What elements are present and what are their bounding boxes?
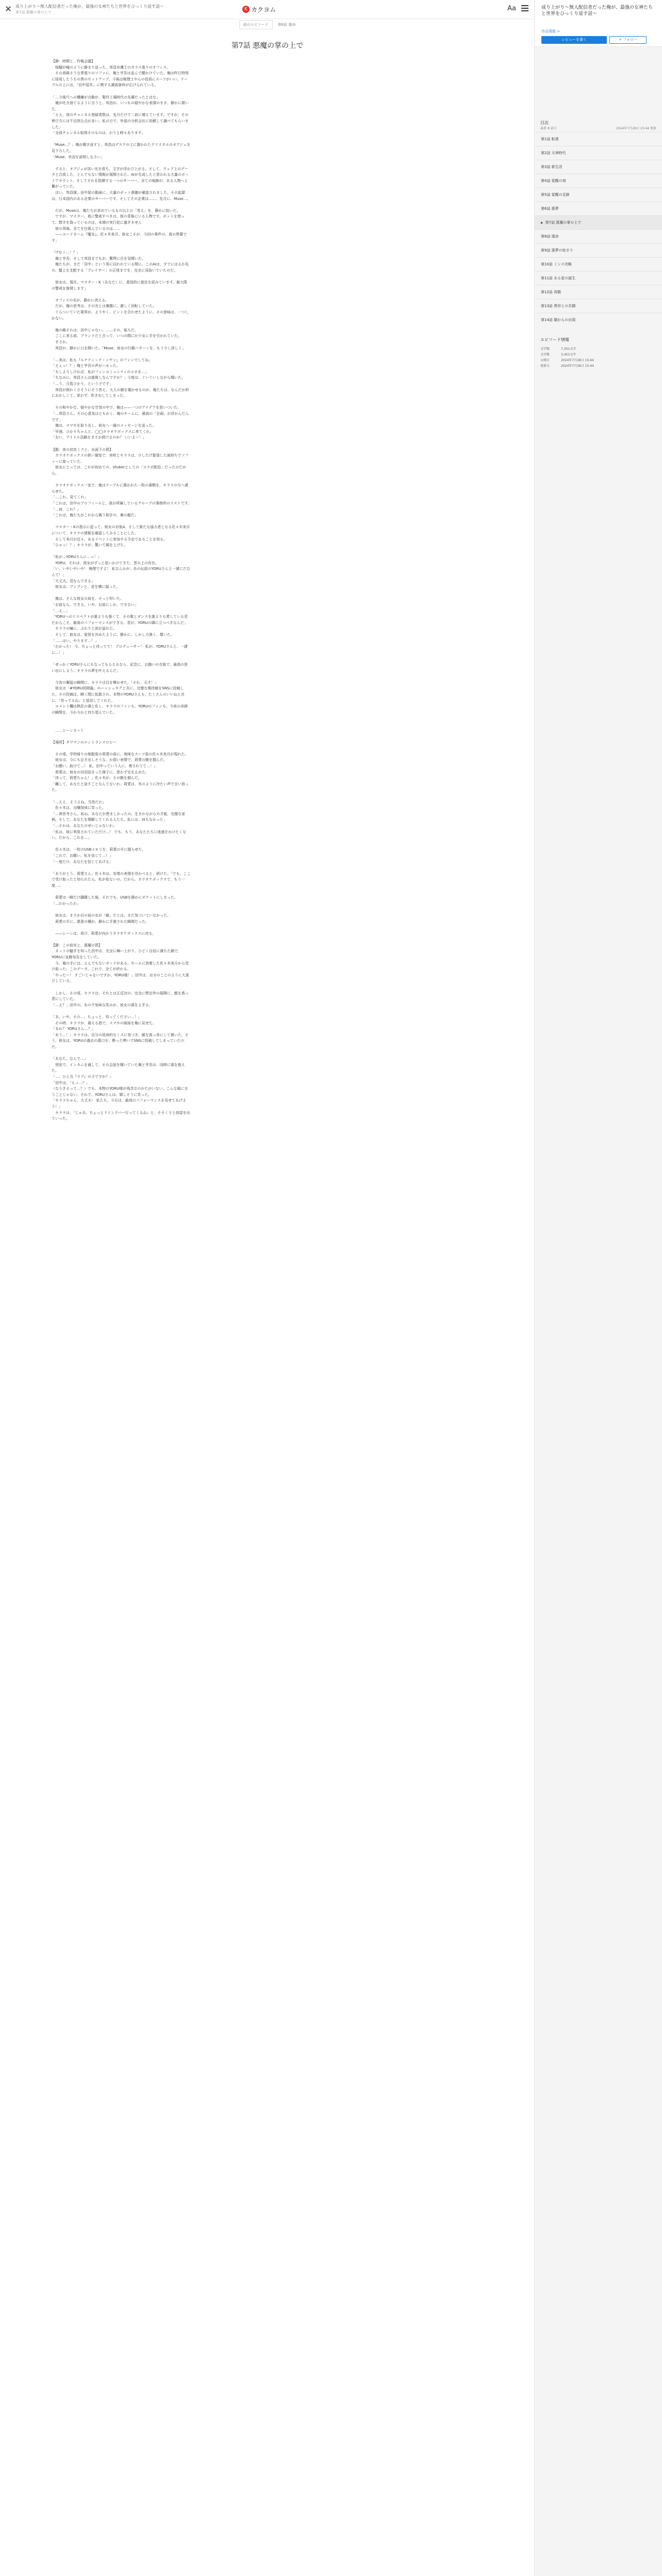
- paragraph: 「…実は、私も『ルナティック・ノヴァ』のファンでしてね」: [52, 358, 153, 362]
- toc-item[interactable]: [535, 188, 662, 201]
- toc-item-label: 第2話 天神時代: [541, 151, 566, 155]
- logo-icon: K: [242, 6, 250, 13]
- paragraph: 喧騒が嘘のように静まり返った、邦昌弁護士のガラス張りのオフィス。: [52, 65, 171, 70]
- paragraph: 「せっかくYORUさんにもなってもらえるなら、記念に、お揃いの衣装で、最高の思い出にしよう。キララの夢を叶えるんだ」: [52, 662, 188, 673]
- paragraph: その時、キララが、震える指で、スマホの画面を俺に見せた。: [52, 1021, 156, 1025]
- paragraph: [52, 745, 191, 752]
- paragraph: 「い、いやいやいや！ 無理ですよ！ 私なんかが、あの伝説のYORUさんと一緒にだなんて！」: [52, 567, 190, 578]
- paragraph: 「…何、これ？」: [52, 507, 80, 512]
- paragraph: 「これは、田中のプロフィールと、彼が所属しているグループの事務所のリストです」: [52, 501, 192, 505]
- paragraph: 【場所】タワマンのエントランスロビー: [52, 740, 117, 744]
- paragraph: 【動：夜の初音ミクと、水面下の罠】: [52, 447, 113, 452]
- episode-info-table: [540, 346, 656, 368]
- toc-item[interactable]: [535, 257, 662, 271]
- paragraph: ここに来る前、ブランドだと言って、いつの間にか少女に手を引かれていた。: [52, 334, 181, 338]
- sidebar: [535, 0, 662, 2576]
- paragraph: 「私は、彼に利用されていただけ…！ でも、もう、あなたたちに迷惑をかけたくない。だから、これを…」: [52, 829, 187, 840]
- paragraph: 莉愛は一瞬だけ躊躇した後、それでも、USBを静かにポケットにしまった。: [52, 895, 178, 900]
- paragraph: 「Muse…？」俺が聞き返すと、邦昌はデスクの上に置かれたクリスタルのオブジェを見下ろした。: [52, 143, 191, 153]
- paragraph: [52, 793, 191, 800]
- paragraph: [52, 722, 191, 728]
- paragraph: [52, 889, 191, 895]
- paragraph: 莉愛の手に、悪意の種が、静かに手渡された瞬間だった。: [52, 919, 149, 924]
- paragraph: 「ちなみに、邦昌さんは誰推しなんですか？」今度は、ぐいぐいしながら聞いた。: [52, 376, 185, 380]
- toc-item[interactable]: [535, 271, 662, 285]
- toc-item-label: 第12話 再動: [541, 290, 561, 294]
- paragraph: YORU。それは、彼女がずっと追いかけてきた、雲の上の存在。: [52, 561, 159, 565]
- toc-item-label: 第7話 悪魔の掌の上で: [545, 221, 582, 225]
- episode-info: [540, 337, 656, 368]
- paragraph: 「大丈夫。君ならできる」: [52, 579, 95, 583]
- paragraph: 「Muse、状況を説明しなさい」: [52, 155, 105, 159]
- top-header: [0, 0, 535, 19]
- logo-text: カクヨム: [251, 6, 276, 13]
- paragraph: オフィスの光が、静かに消える。: [52, 298, 109, 302]
- toc-heading: 目次: [540, 121, 549, 125]
- paragraph: （なりきるって…？）でも、本物のYORU様が残念なのかたがいない、こんな風に言うことじゃない。それで、YORUさんは、嬉しそうに笑った。: [52, 1087, 188, 1097]
- paragraph: ぐらついていた視界が、ようやく、ピントを合わせたように。その意味は、一つしかない。: [52, 310, 189, 320]
- paragraph: 「えぇっ！？」俺と亨吾の声がハモった。: [52, 364, 120, 368]
- paragraph: 「あなた、なんで…」: [52, 1057, 88, 1061]
- font-size-button[interactable]: Aa: [507, 4, 516, 12]
- paragraph: 「全員チャンネル取得そのものは、わりと時々あります」: [52, 131, 145, 135]
- toc-meta: [540, 126, 656, 130]
- paragraph: 彼女は、現在、マスター・K（あなた）に、意図的に接近を試みています。最大限の警戒を推奨します」: [52, 280, 188, 291]
- paragraph: 彼の背後。全てを仕組んでいるのは……: [52, 226, 120, 231]
- paragraph: 俺たちが、まだ「田中」という男に囚われている間に。このAIは、すでにはるか先の、盤上を支配する「プレイヤー」の正体までを、完全に見抜いていたのだ。: [52, 262, 189, 273]
- toc-item-label: 第3話 新生活: [541, 165, 562, 169]
- toc-item[interactable]: [535, 299, 662, 313]
- paragraph: 「これで、お願い、私を信じて…！」: [52, 853, 113, 858]
- episode-info-heading: エピソード情報: [540, 337, 569, 342]
- paragraph: 【静：この前兆と、悪魔の罠】: [52, 943, 102, 947]
- toc-item-label: 第8話 運命: [541, 234, 559, 239]
- paragraph: 「…、ひと言『ラブ』の子ですか？」: [52, 1074, 113, 1079]
- paragraph: 俺が吐き捨てるように言うと、邦昌が、いつもの穏やかな表情のまま、静かに頷いた。: [52, 101, 189, 111]
- paragraph: 「…それは、あなたのせいじゃないわ」: [52, 824, 117, 828]
- menu-icon[interactable]: [520, 4, 529, 12]
- paragraph: マスター・Kの指示に従って、彼女の対象A、そして新たな協力者となる佐々木美月について、キララの情報を確認してみることにした。: [52, 525, 190, 535]
- toc-item[interactable]: [535, 146, 662, 160]
- paragraph: 今宵の邂逅の瞬間に、キララは目を輝かせた。「それ、天才！」: [52, 680, 158, 685]
- paragraph: 邦昌が照れくさそうにそう答え、大人の顔を覗かせるのが、俺たちは、なんだか妙におかしくて、思わず、吹き出してしまった。: [52, 387, 189, 398]
- sidebar-work-header: [535, 0, 662, 47]
- paragraph: そして美月が近々、あるイベントに参加する予定であることを知る。: [52, 537, 167, 541]
- paragraph: 彼女にとっては、これが初めての、Vtuberとしての「コラボ配信」だったのだから。: [52, 465, 187, 476]
- work-info-link[interactable]: 作品情報 >: [541, 29, 560, 33]
- paragraph: [52, 274, 191, 280]
- paragraph: 「…神宮寺さん。私ね、あなたが羨ましかったの。生まれながらの才能、完璧な家柄、そして、あなたを理解してくれる人たち。私には、何もなかった」: [52, 811, 186, 822]
- toc-item-label: 第6話 悪夢: [541, 207, 559, 211]
- paragraph: [52, 937, 191, 943]
- paragraph: 「私が…YORUさんに…っ！」: [52, 555, 102, 560]
- paragraph: 「あ、いや、その…、ちょっと、待ってください…！」: [52, 1015, 142, 1019]
- paragraph: 「キララちゃん、大丈夫！ 私たち、今日は、最高のパフォーマンスを見せてあげよう！」: [52, 1098, 187, 1109]
- episode-text: [52, 59, 191, 1122]
- toc-item[interactable]: [535, 160, 662, 174]
- chapter-navigation: [0, 19, 535, 31]
- close-icon[interactable]: [5, 6, 11, 12]
- paragraph: キララは、「じゃあ、ちょっとドリンクバー行ってくるね」と、そそくさと部屋を出ていった。: [52, 1110, 190, 1121]
- toc-item[interactable]: [535, 201, 662, 215]
- toc-list: [535, 132, 662, 327]
- paragraph: 俺と亨吾、そして邦昌までもが、驚愕に目を見開いた。: [52, 256, 145, 261]
- paragraph: キララの瞳に、ぶわりと涙が溢れた。: [52, 626, 117, 631]
- paragraph: カラオケボックス一室で、俺はテーブルに置かれた一枚の書類を、キララの方へ滑らせた。: [52, 483, 189, 494]
- paragraph: [52, 1008, 191, 1014]
- paragraph: [52, 321, 191, 328]
- toc-item-label: 第9話 悪夢の始まり: [541, 248, 573, 252]
- info-row: [540, 346, 656, 351]
- toc-item-label: 第14話 闇からの出現: [541, 318, 576, 322]
- info-key: 文字数: [540, 353, 550, 357]
- toc-latest: 最新 8 話目: [540, 127, 557, 130]
- paragraph: [52, 841, 191, 848]
- write-review-button[interactable]: レビューを書く: [541, 36, 607, 44]
- paragraph: [52, 1050, 191, 1057]
- toc-item-label: 第5話 覚醒の足跡: [541, 193, 570, 197]
- paragraph: 「田中は、「えっ…？」: [52, 1080, 90, 1085]
- paragraph: 「……はい。やります…！」: [52, 638, 98, 643]
- info-row: [540, 357, 656, 363]
- paragraph: [52, 674, 191, 680]
- paragraph: 「お前なら、できる。いや、お前にしか、できない」: [52, 603, 138, 607]
- paragraph: 「…わかったわ」: [52, 901, 80, 906]
- paragraph: 佐々木は、一枚のUSBメモリを、莉愛の手に握らせた。: [52, 848, 146, 852]
- info-value: 2024年7月28日 15:44: [561, 359, 594, 362]
- paragraph: 邦昌が、静かに口を開いた。「Muse、彼女の行動パターンを、もう少し詳しく」: [52, 346, 186, 350]
- paragraph: [52, 519, 191, 525]
- paragraph: [52, 716, 191, 722]
- paragraph: 「これは、俺たちがこれから戦う相手の、裏の顔だ」: [52, 513, 138, 518]
- toc-item[interactable]: [535, 313, 662, 327]
- paragraph: 「…これ、見てくれ」: [52, 495, 88, 500]
- paragraph: 「早速、ひかりちゃんと、◯◯カラオケボックスに来てくれ」: [52, 429, 154, 434]
- paragraph: その頃、学校帰りの制服姿の莉愛の前に、地味なスーツ姿の佐々木美月が現れた。: [52, 752, 189, 756]
- paragraph: 「…邦昌さん。その心意気はともかく、俺のチームに、最高の「企画」が浮かんだんです」: [52, 412, 189, 422]
- paragraph: 「…う、月島ひかり、という子です」: [52, 382, 113, 386]
- prev-episode-button[interactable]: 前のエピソード: [239, 20, 273, 29]
- paragraph: 「ええ。彼のチャンネル登録者数は、先月だけで二倍に増えています。ですが、その伸び方には不自然な点が多い。私の方で、外部の分析会社に依頼して調べてもらいました」: [52, 113, 189, 129]
- toc-item-label: 第11話 ある星の誕生: [541, 276, 576, 280]
- paragraph: コメント欄は熱狂の渦と化し、キララのファンも、YORUのファンも、今夜の奇跡の瞬間を、今か今かと待ち望んでいた。: [52, 704, 188, 715]
- paragraph: [52, 734, 191, 740]
- paragraph: [52, 549, 191, 555]
- toc-updated: 2024年7月28日 15:44 更新: [616, 127, 656, 130]
- current-episode-label[interactable]: 第8話 運命: [277, 23, 296, 27]
- paragraph: 「待って、莉愛ちゃん！」佐々木が、その腕を掴んだ。: [52, 776, 142, 781]
- paragraph: その高級そうな革張りのソファに、俺と亨吾は並んで腰かけていた。俺は昨日特別に採用したうちの黒のセットアップ。今後は税理士やらの役員にスーツがいい。テーブルの上には、「田中屋木」に関する調査資料が広げられている。: [52, 71, 189, 88]
- paragraph: 俺の敵それは、田中じゃない。……その、後ろだ。: [52, 328, 138, 332]
- paragraph: [52, 399, 191, 405]
- paragraph: 「あう…！」キララは、自分の致命的なミスに気づき、顔を真っ赤にして俯いた。そう、彼女は、YORUの過去の悪口を、酔った勢いでSNSに投稿してしまっていたのだ。: [52, 1032, 189, 1049]
- paragraph: [52, 865, 191, 871]
- episode-title: 第7話 悪魔の掌の上で: [231, 42, 304, 50]
- paragraph: ——コードネーム『魔女』。佐々木美月。彼女こそが、今回の事件の、真の黒幕です」: [52, 232, 187, 243]
- paragraph: 「わかった！ 今、ちょっと待ってて！ プロデューサー！ 私が、YORUさんと、一緒に…！」: [52, 645, 188, 655]
- toc-item[interactable]: [535, 243, 662, 257]
- paragraph: 「ありがとう、莉愛さん」佐々木は、安堵の表情を浮かべると、続けた。「でも、ここで受け取ったと知られたら、私が危ないの。だから、カラオケボックスで、もう一度…」: [52, 871, 191, 888]
- paragraph: 今、俺の手には、とんでもないカードがある。ホールに到着した佐々木美月から受け取った、このデータ。これで、全てが終わる。: [52, 961, 189, 972]
- paragraph: まさか。: [52, 340, 70, 344]
- paragraph: だが、俺の思考は、その光とは裏腹に、激しく回転していた。: [52, 304, 156, 309]
- info-value: 3,451文字: [561, 353, 576, 357]
- toc-item-label: 第1話 転落: [541, 137, 559, 141]
- paragraph: ——シーンは、再び、莉愛が向かうカラオケボックスに戻る。: [52, 931, 156, 936]
- paragraph: 俺は、スマホを取り出し、彼女へ一通のメッセージを送った。: [52, 423, 156, 428]
- episode-body: [0, 31, 535, 1122]
- toc-item[interactable]: [535, 174, 662, 188]
- toc-item[interactable]: [535, 229, 662, 243]
- paragraph: カラオケボックスの狭い個室で、美咲とキララは、少しだけ緊張した面持ちでソファーに座っていた。: [52, 453, 189, 464]
- paragraph: [52, 89, 191, 95]
- info-value: 2024年7月28日 15:44: [561, 364, 594, 368]
- paragraph: すると、オブジェが淡い光を放ち、文字が浮かび上がる。そして、ウェブ上のデータと合成した、とんでもない情報が展開された。AIが生成したと思われる大量のボットアカウント、そしてそれを指揮する一つのサーバー。全ての痕跡が、ある人物へと繋がっていた。: [52, 166, 189, 189]
- paragraph: 「離して。あなたと話すことなんてないわ」莉愛は、氷のように冷たい声で言い放った。: [52, 782, 189, 792]
- paragraph: [52, 351, 191, 358]
- paragraph: 「ひゃっ！？」キララが、驚いて顔を上げた。: [52, 543, 127, 548]
- paragraph: [52, 907, 191, 913]
- paragraph: 彼女は、ブンブンと、首を横に振った。: [52, 585, 120, 589]
- info-row: [540, 351, 656, 357]
- paragraph: そして、彼女は、覚悟を決めたように、静かに、しかし力強く、頷いた。: [52, 633, 174, 637]
- sidebar-work-title[interactable]: 成り上がり〜無人配信者だった俺が、最強の女神たちと世界をひっくり返す話〜: [541, 5, 653, 16]
- sidebar-divider: [534, 0, 535, 2576]
- paragraph: 「!?なッ…！？」: [52, 250, 80, 255]
- paragraph: [52, 656, 191, 662]
- paragraph: ですが、マスター。真に警戒すべきは、彼の背後にいる人物です。ボットを使って、数字を偽っているのは、末端の実行犯に過ぎません: [52, 214, 185, 225]
- follow-button[interactable]: + フォロー: [609, 36, 647, 44]
- info-key: 文字数: [540, 347, 550, 351]
- header-controls: [507, 4, 529, 12]
- paragraph: 彼女は「#YORU初降臨」のハッシュタグと共に、完璧な期待値をSNSに投稿した。その投稿は、瞬く間に拡散され、本物のYORUさんも、たくさんのいいねと共に、「待ってるね」と返信してくれた。: [52, 686, 185, 703]
- paragraph: 「お願い、助けて…！ 私、田中っていう人に、脅されてて…！」: [52, 764, 158, 769]
- paragraph: 「…ええ、そうよね。当然だわ」: [52, 800, 106, 804]
- paragraph: はい、邦昌様。田中屋の動画に、大量のボット視聴が確認されました。その起源は、日本国内のある企業のサーバーです。そしてその企業は……、先月に、Muse…。: [52, 191, 191, 201]
- info-key: 更新日: [540, 364, 550, 368]
- paragraph: 彼女は、まさか目の前の女が「敵」だとは、まだ気づいていなかった。: [52, 913, 171, 918]
- paragraph: ネットの騒ぎを知った田中は、完全に舞い上がり、ひどく自信に満ちた顔で、YORUに宣戦布告をしていた。: [52, 949, 181, 960]
- paragraph: 莉愛は、彼女の切羽詰まった様子に、思わず足を止めた。: [52, 770, 149, 774]
- toc-item-label: 第10話 ミンス攻略: [541, 262, 572, 266]
- info-value: 7,301文字: [561, 347, 576, 351]
- paragraph: [52, 202, 191, 208]
- paragraph: [52, 985, 191, 991]
- paragraph: 「…え…」: [52, 608, 70, 613]
- paragraph: [52, 244, 191, 250]
- paragraph: 「一度だけ、あなたを信じてあげる」: [52, 859, 113, 864]
- info-row: [540, 363, 656, 368]
- paragraph: 「YORUへのリスペクトが誰よりも強くて、その歌とダンスを誰よりも愛している君だからこそ、最高のパフォーマンスができる。君が、YORUの隣に立つべきなんだ」: [52, 615, 188, 625]
- paragraph: 「やったー！ すごいじゃないですか、YORU様！」田中は、自分のことのように大喜びしている。: [52, 973, 189, 984]
- paragraph: [52, 160, 191, 166]
- paragraph: [52, 441, 191, 447]
- current-marker-icon: ▶: [541, 221, 543, 225]
- paragraph: ……シーンカット: [52, 728, 84, 733]
- paragraph: 「おい、アイドル活動をまさか続けるのか？ いいよー！」: [52, 435, 146, 440]
- paragraph: 「もしよろしければ、私がファンコミュニティのコネを…」: [52, 369, 149, 374]
- paragraph: 「…え？」田中の、あの不気味な笑みが、彼女の頭をよぎる。: [52, 1003, 153, 1007]
- paragraph: [52, 590, 191, 597]
- work-title-header[interactable]: 成り上がり〜無人配信者だった俺が、最強の女神たちと世界をひっくり返す話〜: [15, 4, 164, 9]
- paragraph: 俺は、そんな彼女の肩を、そっと叩いた。: [52, 597, 124, 601]
- toc-item[interactable]: [535, 132, 662, 146]
- paragraph: 佐々木は、自嘲気味に笑った。: [52, 806, 106, 810]
- site-logo[interactable]: [242, 4, 276, 14]
- toc-item[interactable]: [535, 285, 662, 299]
- paragraph: [52, 925, 191, 931]
- toc-item[interactable]: [535, 215, 662, 229]
- paragraph: 【静：時間と、作戦会議】: [52, 59, 95, 63]
- paragraph: [52, 477, 191, 483]
- paragraph: 「…今後尺への機嫌が言動が、製作工場時代の先輩だったとはな」: [52, 95, 160, 99]
- paragraph: 「あれ？ YORUさん…？」: [52, 1027, 95, 1031]
- paragraph: [52, 137, 191, 143]
- episode-subtitle-header: 第7話 悪魔の掌の上で: [15, 10, 52, 14]
- paragraph: その和やかな、穏やかな空気の中で、俺は——一つのアイデアを思いついた。: [52, 405, 181, 410]
- paragraph: 彼女は、今にも泣き出しそうな、か弱い表情で、莉愛の腕を掴んだ。: [52, 758, 167, 762]
- paragraph: だが、Museは、俺たちが求めているもの以上の「答え」を、静かに紡いだ。: [52, 208, 180, 213]
- info-key: 公開日: [540, 359, 550, 362]
- paragraph: [52, 292, 191, 298]
- paragraph: 別室で、インカムを通して、その会話を聞いていた俺と亨吾は、同時に頭を抱えた。: [52, 1062, 185, 1073]
- toc-item-label: 第4話 覚醒の刻: [541, 179, 566, 183]
- paragraph: しかし、その頃、キララは、それとは正反対の、完全に想定外の展開に、顔を真っ青にしていた。: [52, 991, 189, 1002]
- toc-item-label: 第13話 異形との共闘: [541, 304, 576, 308]
